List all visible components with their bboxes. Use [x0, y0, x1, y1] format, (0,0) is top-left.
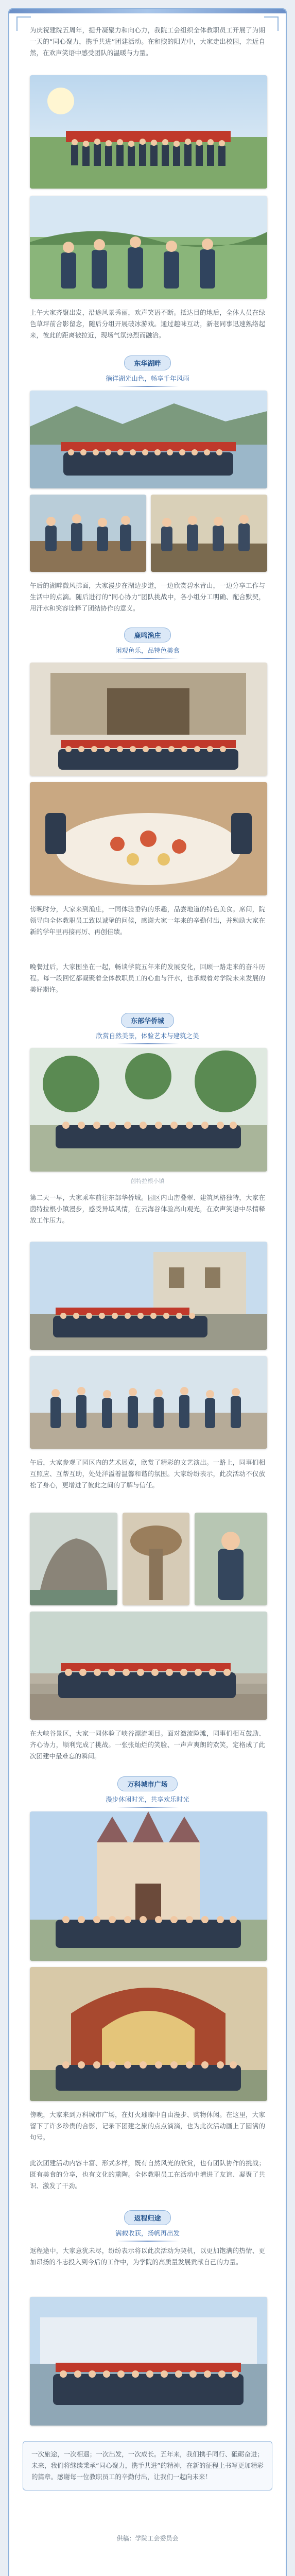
divider	[117, 1807, 179, 1808]
gate-group-photo	[30, 663, 267, 776]
outdoor-group-photo	[30, 196, 267, 299]
corner-ornament	[16, 16, 31, 31]
section-heading	[9, 1776, 286, 1808]
castle-group-photo	[30, 1811, 267, 1961]
dinner-photo	[30, 782, 267, 895]
portrait-photo	[195, 1513, 267, 1605]
closing-box	[23, 2441, 272, 2490]
section-heading	[9, 628, 286, 659]
paragraph: 午后，大家参观了园区内的艺术展览，欣赏了精彩的文艺演出。一路上，同事们相互照应、互帮互助，处处洋溢着温馨和谐的氛围。大家纷纷表示，此次活动不仅放松了身心，更增进了彼此之间的了解与信任。	[30, 1459, 265, 1489]
divider	[117, 1043, 179, 1044]
paragraph: 在大峡谷景区，大家一同体验了峡谷漂流项目。面对激流险滩，同事们相互鼓励、齐心协力，顺利完成了挑战。一张张灿烂的笑脸、一声声爽朗的欢笑，定格成了此次团建中最难忘的瞬间。	[30, 1730, 265, 1760]
section-heading	[9, 355, 286, 387]
divider	[117, 658, 179, 659]
paragraph: 返程途中，大家意犹未尽，纷纷表示将以此次活动为契机，以更加饱满的热情、更加昂扬的斗志投入到今后的工作中，为学院的高质量发展贡献自己的力量。	[30, 2247, 265, 2266]
paragraph: 此次团建活动内容丰富、形式多样，既有自然风光的欣赏，也有团队协作的挑战；既有美食的分享，也有文化的熏陶。全体教职员工在活动中增进了友谊、凝聚了共识、激发了干劲。	[30, 2159, 265, 2190]
group-photo-banner	[30, 75, 267, 189]
activity-photo-left	[30, 495, 146, 572]
section-title: 东部华侨城	[121, 1013, 174, 1028]
paragraph: 晚餐过后，大家围坐在一起，畅谈学院五年来的发展变化，回顾一路走来的奋斗历程。每一段回忆都凝聚着全体教职员工的心血与汗水，也承载着对学院未来发展的美好期许。	[30, 963, 265, 993]
photo-caption: 茵特拉根小镇	[130, 1178, 165, 1184]
ornate-gate-photo	[30, 1967, 267, 2101]
section-subtitle: 闲观鱼乐，品特色美食	[115, 647, 180, 654]
paragraph: 午后的湖畔微风拂面，大家漫步在湖边步道，一边欣赏碧水青山，一边分享工作与生活中的点滴。随后进行的“同心协力”团队挑战中，各小组分工明确、配合默契，用汗水和笑容诠释了团结协作的意义。	[30, 582, 265, 612]
lakeside-group-photo	[30, 391, 267, 488]
closing-paragraph: 一次旅途，一次相遇；一次出发，一次成长。五年来，我们携手同行、砥砺奋进；未来，我们将继续秉承“同心聚力，携手共进”的精神，在新的征程上书写更加精彩的篇章。感谢每一位教职员工的辛勤付出，让我们一起向未来！	[31, 2450, 264, 2481]
section-heading	[9, 2210, 286, 2242]
steps-group-photo	[30, 1612, 267, 1720]
paragraph: 第二天一早，大家乘车前往东部华侨城。园区内山峦叠翠、建筑风格独特，大家在茵特拉根小镇漫步，感受异域风情，在云海谷体验高山观光，在欢声笑语中尽情释放工作压力。	[30, 1194, 265, 1224]
section-heading	[9, 1013, 286, 1044]
scenic-group-photo	[30, 1242, 267, 1350]
section-subtitle: 欣赏自然美景，体验艺术与建筑之美	[96, 1032, 199, 1040]
top-ribbon	[9, 9, 286, 13]
corner-ornament	[264, 16, 279, 31]
intro-paragraph: 为庆祝建院五周年，提升凝聚力和向心力，我院工会组织全体教职员工开展了为期一天的“同心聚力，携手共进”团建活动。在和煦的阳光中，大家走出校园，亲近自然，在欢声笑语中感受团队的温暖与力量。	[30, 26, 265, 57]
paragraph: 上午大家齐聚出发，沿途风景秀丽，欢声笑语不断。抵达目的地后，全体人员在绿色草坪前合影留念，随后分组开展破冰游戏。通过趣味互动，新老同事迅速熟络起来，彼此的距离被拉近，现场气氛热烈而融洽。	[30, 309, 265, 339]
walking-group-photo	[30, 1356, 267, 1449]
section-subtitle: 漫步休闲时光，共享欢乐时光	[106, 1795, 189, 1803]
section-subtitle: 满载收获，扬帆再出发	[115, 2229, 180, 2237]
paragraph: 傍晚时分，大家来到渔庄，一同体验垂钓的乐趣，品尝地道的特色美食。席间，院领导向全体教职员工致以诚挚的问候，感谢大家一年来的辛勤付出，并勉励大家在新的学年里再接再厉、再创佳绩。	[30, 905, 265, 936]
paragraph: 傍晚，大家来到万科城市广场，在灯火璀璨中自由漫步、购物休闲。在这里，大家留下了许多珍贵的合影，记录下团建之旅的点点滴滴，也为此次活动画上了圆满的句号。	[30, 2111, 265, 2141]
section-title: 鹿鸣渔庄	[124, 628, 170, 642]
divider	[117, 386, 179, 387]
divider	[117, 2241, 179, 2242]
rock-sculpture-photo	[30, 1513, 117, 1605]
final-group-photo	[30, 2297, 267, 2426]
footer-credit: 供稿：学院工会委员会	[116, 2535, 179, 2542]
section-title: 万科城市广场	[117, 1776, 177, 1791]
section-title: 东华湖畔	[124, 355, 170, 370]
section-subtitle: 徜徉湖光山色，畅享千年风雨	[106, 375, 189, 382]
garden-group-photo	[30, 1048, 267, 1172]
section-title: 返程归途	[124, 2210, 170, 2225]
stone-pillar-photo	[123, 1513, 189, 1605]
activity-photo-right	[151, 495, 267, 572]
article-card	[8, 8, 287, 2576]
